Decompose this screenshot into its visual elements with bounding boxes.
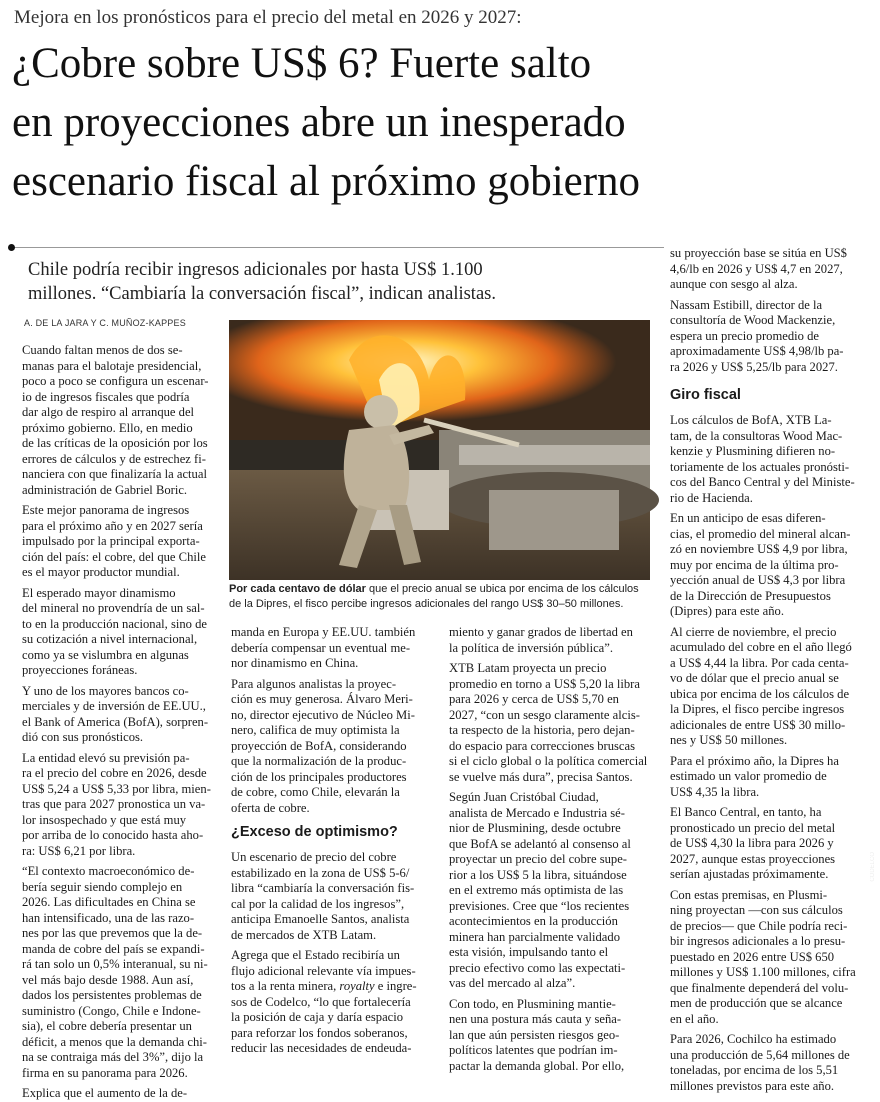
headline-line: en proyecciones abre un inesperado — [12, 99, 626, 146]
deck-line: Chile podría recibir ingresos adicionales por hasta US$ 1.100 — [28, 260, 483, 280]
text-line: Al cierre de noviembre, el precio — [670, 624, 837, 639]
text-line: analista de Mercado e Industria sé- — [449, 805, 625, 820]
text-line: una producción de 5,64 millones de — [670, 1047, 850, 1062]
headline-line: escenario fiscal al próximo gobierno — [12, 158, 641, 205]
text-line — [231, 979, 436, 995]
text-line: de US$ 4,30 la libra para 2026 y — [670, 836, 834, 850]
text-line: ra 2026 y US$ 5,25/lb para 2027. — [670, 359, 838, 374]
text-line: nen una postura más cauta y seña- — [449, 1012, 622, 1026]
photo-caption — [229, 582, 654, 612]
text-line: ción es muy generosa. Álvaro Meri- — [231, 692, 413, 706]
text-line: bería seguir siendo complejo en — [22, 879, 183, 894]
caption-lead: Por cada centavo de dólar — [229, 583, 366, 595]
paragraph — [670, 888, 870, 1028]
text-line: políticos latentes que podrían im- — [449, 1043, 618, 1057]
text-line: US$ 4,35 la libra. — [670, 784, 760, 799]
text-line: si el ciclo global o la política comercial — [449, 754, 648, 768]
paragraph — [22, 503, 222, 581]
paragraph — [670, 805, 870, 883]
text-line: precio efectivo como las expectati- — [449, 960, 626, 975]
text-line: XTB Latam proyecta un precio — [449, 661, 607, 675]
text-line: de las críticas de la oposición por los — [22, 436, 208, 450]
text-line: ción del país: el cobre, del que Chile — [22, 549, 206, 564]
text-line: Explica que el aumento de la de- — [22, 1086, 188, 1100]
text-line: 2027, aunque estas proyecciones — [670, 851, 836, 866]
smelter-worker-illustration — [229, 320, 650, 580]
text-line: consultoría de Wood Mackenzie, — [670, 313, 836, 327]
text-line: pactar la demanda global. Por ello, — [449, 1058, 625, 1073]
bullet-dot — [8, 244, 15, 251]
text-line: lor insospechado y que está muy — [22, 812, 187, 827]
text-line: lan que aún persisten riesgos geo- — [449, 1027, 620, 1042]
text-line: nanciera con que finalizaría la actual — [22, 467, 207, 481]
text-line: io de ingresos fiscales que podría — [22, 389, 190, 404]
text-line: de cobre, como Chile, elevarán la — [231, 785, 400, 799]
article-column-3 — [449, 625, 654, 1074]
text-line: rá tan solo un 0,5% interanual, su ni- — [22, 957, 208, 971]
text-line: Agrega que el Estado recibiría un — [231, 948, 400, 962]
paragraph — [670, 246, 870, 293]
text-line: manda de cobre del país se expandi- — [22, 941, 205, 956]
kicker: Mejora en los pronósticos para el precio del metal en 2026 y 2027: — [14, 7, 522, 28]
text-line: Con estas premisas, en Plusmi- — [670, 887, 828, 902]
text-line: rio de Hacienda. — [670, 490, 753, 505]
text-line: como ya se vislumbra en algunas — [22, 647, 189, 662]
text-line: que finalmente dependerá del volu- — [670, 980, 849, 995]
text-line: del mineral no provendría de un sal- — [22, 601, 205, 615]
text-line: por arriba de lo conocido hasta aho- — [22, 828, 204, 842]
text-line: que BofA se adelantó al consenso al — [449, 836, 631, 851]
text-line: kenzie y Plusmining difieren no- — [670, 444, 836, 458]
paragraph — [22, 343, 222, 498]
text-line: manas para el balotaje presidencial, — [22, 358, 202, 373]
text-line: minera han parcialmente validado — [449, 929, 620, 944]
text-line: déficit, a menos que la demanda chi- — [22, 1034, 207, 1049]
text-run: e ingre- — [374, 979, 417, 993]
text-line: puestado en 2026 entre US$ 650 — [670, 949, 835, 964]
text-line: para 2026 y cerca de US$ 5,70 en — [449, 692, 619, 706]
text-line: de la Dirección de Presupuestos — [670, 588, 831, 603]
text-line: US$ 5,24 a US$ 5,33 por libra, mien- — [22, 781, 211, 796]
text-line: tras que para 2027 pronostica un va- — [22, 797, 206, 811]
text-line: cal por la calidad de los ingresos”, — [231, 896, 405, 911]
text-line: la posición de caja y daría espacio — [231, 1010, 404, 1024]
text-line: firma en su panorama para 2026. — [22, 1065, 188, 1080]
text-line: vel más bajo desde 1988. Aun así, — [22, 972, 194, 987]
text-line: en el extremo más optimista de las — [449, 883, 624, 897]
deck-line: millones. “Cambiaría la conversación fiscal”, indican analistas. — [28, 284, 496, 304]
paragraph — [22, 684, 222, 746]
text-line: reducir las necesidades de endeuda- — [231, 1041, 412, 1055]
text-line: previsiones. Cree que “los recientes — [449, 898, 630, 913]
paragraph — [670, 298, 870, 376]
caption-text: que el precio anual se ubica por encima de los cálculos — [365, 583, 639, 595]
text-line: su proyección base se sitúa en US$ — [670, 246, 847, 260]
text-line: espera un precio promedio de — [670, 328, 819, 343]
paragraph — [231, 948, 436, 1057]
paragraph — [670, 625, 870, 749]
paragraph — [670, 1032, 870, 1094]
text-line: Este mejor panorama de ingresos — [22, 503, 190, 517]
text-line: tam, de la consultoras Wood Mac- — [670, 428, 843, 443]
text-line: men de producción que se alcance — [670, 996, 843, 1010]
text-line: El Banco Central, en tanto, ha — [670, 805, 822, 819]
paragraph — [22, 1086, 222, 1102]
caption-line: de la Dipres, el fisco percibe ingresos adicionales del rango US$ 30–50 millones. — [229, 598, 624, 610]
text-line: adicionales de entre US$ 30 millo- — [670, 717, 846, 732]
text-line: proyección de BofA, considerando — [231, 738, 407, 753]
caption-line — [229, 582, 654, 597]
text-line: vo de dólar que el precio anual se — [670, 671, 839, 685]
text-line: de precios— que Chile podría reci- — [670, 918, 848, 933]
text-line: de mercados de XTB Latam. — [231, 927, 377, 942]
text-line: aunque con sesgo al alza. — [670, 277, 798, 291]
text-line: ta respecto de la historia, pero dejan- — [449, 723, 635, 737]
text-line: (Dipres) para este año. — [670, 604, 784, 618]
text-line: ning proyectan —con sus cálculos — [670, 903, 843, 917]
paragraph — [449, 997, 654, 1075]
text-line: nes y US$ 50 millones. — [670, 733, 788, 747]
text-line: para reforzar los fondos soberanos, — [231, 1025, 408, 1040]
text-line: su cotización a nivel internacional, — [22, 632, 198, 646]
text-line: proyectar un precio del cobre supe- — [449, 852, 627, 866]
text-line: han intensificado, una de las razo- — [22, 910, 195, 925]
text-line: errores de cálculos y de estrechez fi- — [22, 451, 206, 466]
article-column-1 — [22, 343, 222, 1102]
text-line: Para 2026, Cochilco ha estimado — [670, 1032, 837, 1046]
paragraph — [231, 850, 436, 943]
text-line: nior de Plusmining, desde octubre — [449, 821, 621, 835]
byline: A. DE LA JARA Y C. MUÑOZ-KAPPES — [24, 318, 186, 328]
article-column-4 — [670, 246, 870, 1094]
section-rule — [14, 247, 664, 248]
paragraph — [22, 864, 222, 1081]
text-line: yección anual de US$ 4,3 por libra — [670, 573, 846, 587]
paragraph — [670, 511, 870, 620]
text-line: La entidad elevó su previsión pa- — [22, 750, 190, 765]
paragraph — [449, 790, 654, 992]
text-run: tos a la renta minera, — [231, 979, 340, 993]
text-line: flujo adicional relevante vía impues- — [231, 963, 416, 978]
text-line: muy por encima de la última pro- — [670, 557, 839, 572]
text-line: 2027, “con un sesgo claramente alcis- — [449, 707, 640, 722]
text-line: vas del mercado al alza”. — [449, 976, 576, 990]
text-line: Según Juan Cristóbal Ciudad, — [449, 790, 599, 804]
text-line: serían ajustadas próximamente. — [670, 867, 829, 881]
text-line: promedio en torno a US$ 5,20 la libra — [449, 676, 640, 691]
text-line: sia), el cobre debería presentar un — [22, 1019, 192, 1033]
text-line: manda en Europa y EE.UU. también — [231, 625, 416, 639]
text-line: dar algo de respiro al arranque del — [22, 405, 195, 419]
text-line: para el próximo año y en 2027 sería — [22, 518, 203, 533]
text-line: bir ingresos adicionales a lo presu- — [670, 934, 846, 948]
photo-credit: CODELCO — [870, 852, 876, 882]
text-line: millones y US$ 1.100 millones, cifra — [670, 965, 856, 979]
text-line: nes por las que prevemos que la de- — [22, 926, 203, 940]
paragraph — [22, 751, 222, 860]
text-line: En un anticipo de esas diferen- — [670, 511, 826, 525]
text-line: dió con sus pronósticos. — [22, 730, 144, 744]
text-line: ción de los principales productores — [231, 769, 407, 784]
text-line: no, director ejecutivo de Núcleo Mi- — [231, 707, 415, 722]
text-line: millones previstos para este año. — [670, 1078, 835, 1093]
text-line: próximo gobierno. Ello, en medio — [22, 420, 193, 435]
text-line: nor dinamismo en China. — [231, 656, 359, 670]
text-line: estimado un valor promedio de — [670, 769, 827, 783]
text-line: ubica por encima de los cálculos de — [670, 686, 850, 701]
text-line: na se contraiga más del 3%”, dijo la — [22, 1050, 204, 1064]
deck — [28, 258, 658, 306]
paragraph — [449, 661, 654, 785]
paragraph — [449, 625, 654, 656]
subheading: Giro fiscal — [670, 387, 741, 403]
text-line: es el mayor productor mundial. — [22, 565, 180, 579]
text-line: Cuando faltan menos de dos se- — [22, 343, 183, 357]
text-line: poco a poco se configura un escenar- — [22, 374, 209, 388]
text-line: libra “cambiaría la conversación fis- — [231, 881, 415, 895]
text-line: que la normalización de la produc- — [231, 754, 407, 768]
text-line: toneladas, por encima de los 5,51 — [670, 1063, 839, 1077]
text-line: ra: US$ 6,21 por libra. — [22, 843, 136, 858]
text-line: proyecciones foráneas. — [22, 663, 138, 677]
paragraph — [231, 625, 436, 672]
subheading: ¿Exceso de optimismo? — [231, 824, 398, 840]
headline — [12, 34, 872, 211]
paragraph — [22, 586, 222, 679]
text-line: pronosticado un precio del metal — [670, 820, 836, 835]
paragraph — [670, 413, 870, 506]
text-line: cias, el promedio del mineral alcan- — [670, 526, 851, 541]
text-line: se vuelve más dura”, precisa Santos. — [449, 769, 633, 784]
text-line: nero, califica de muy optimista la — [231, 723, 400, 737]
headline-line: ¿Cobre sobre US$ 6? Fuerte salto — [12, 40, 592, 87]
text-line: la política de inversión pública”. — [449, 640, 614, 655]
text-line: acontecimientos en la producción — [449, 914, 618, 928]
text-line: administración de Gabriel Boric. — [22, 482, 188, 497]
text-line: do espacio para correcciones bruscas — [449, 738, 636, 753]
text-line: “El contexto macroeconómico de- — [22, 864, 195, 878]
text-line: rior a los US$ 5 la libra, situándose — [449, 867, 627, 882]
text-line: debería compensar un eventual me- — [231, 640, 411, 655]
article-column-2 — [231, 625, 436, 1057]
text-line: toriamente de los actuales pronósti- — [670, 459, 850, 474]
text-line: impulsado por la principal exporta- — [22, 534, 200, 548]
text-line: 2026. Las dificultades en China se — [22, 895, 196, 909]
text-line: anticipa Emanoelle Santos, analista — [231, 912, 410, 926]
text-line: Los cálculos de BofA, XTB La- — [670, 413, 832, 427]
text-line: Con todo, en Plusmining mantie- — [449, 996, 616, 1011]
italic-term: royalty — [339, 979, 375, 993]
text-line: Para el próximo año, la Dipres ha — [670, 753, 839, 768]
text-line: Nassam Estibill, director de la — [670, 297, 823, 312]
text-line: zó en noviembre US$ 4,9 por libra, — [670, 542, 848, 556]
text-line: sos de Codelco, “lo que fortalecería — [231, 994, 411, 1009]
text-line: estabilizado en la zona de US$ 5-6/ — [231, 865, 410, 880]
text-line: acumulado del cobre en el año llegó — [670, 640, 852, 654]
text-line: miento y ganar grados de libertad en — [449, 625, 633, 639]
text-line: la Dipres, el fisco percibe ingresos — [670, 702, 845, 716]
text-line: en el año. — [670, 1011, 719, 1026]
text-line: El esperado mayor dinamismo — [22, 585, 176, 600]
text-line: merciales y de inversión de EE.UU., — [22, 699, 206, 713]
paragraph — [670, 754, 870, 801]
text-line: 4,6/lb en 2026 y US$ 4,7 en 2027, — [670, 261, 843, 276]
text-line: cos del Banco Central y del Ministe- — [670, 475, 855, 489]
text-line: Para algunos analistas la proyec- — [231, 676, 397, 691]
text-line: aproximadamente US$ 4,98/lb pa- — [670, 344, 844, 358]
text-line: el Bank of America (BofA), sorpren- — [22, 714, 209, 729]
text-line: Y uno de los mayores bancos co- — [22, 683, 189, 698]
text-line: oferta de cobre. — [231, 800, 310, 815]
text-line: to en la producción nacional, sino de — [22, 616, 208, 631]
paragraph — [231, 677, 436, 817]
text-line: esta visión, impulsando tanto el — [449, 945, 609, 959]
text-line: dados los persistentes problemas de — [22, 988, 202, 1002]
text-line: suministro (Congo, Chile e Indone- — [22, 1003, 201, 1018]
text-line: a US$ 4,44 la libra. Por cada centa- — [670, 655, 849, 670]
text-line: Un escenario de precio del cobre — [231, 850, 397, 864]
text-line: ra el precio del cobre en 2026, desde — [22, 766, 207, 780]
